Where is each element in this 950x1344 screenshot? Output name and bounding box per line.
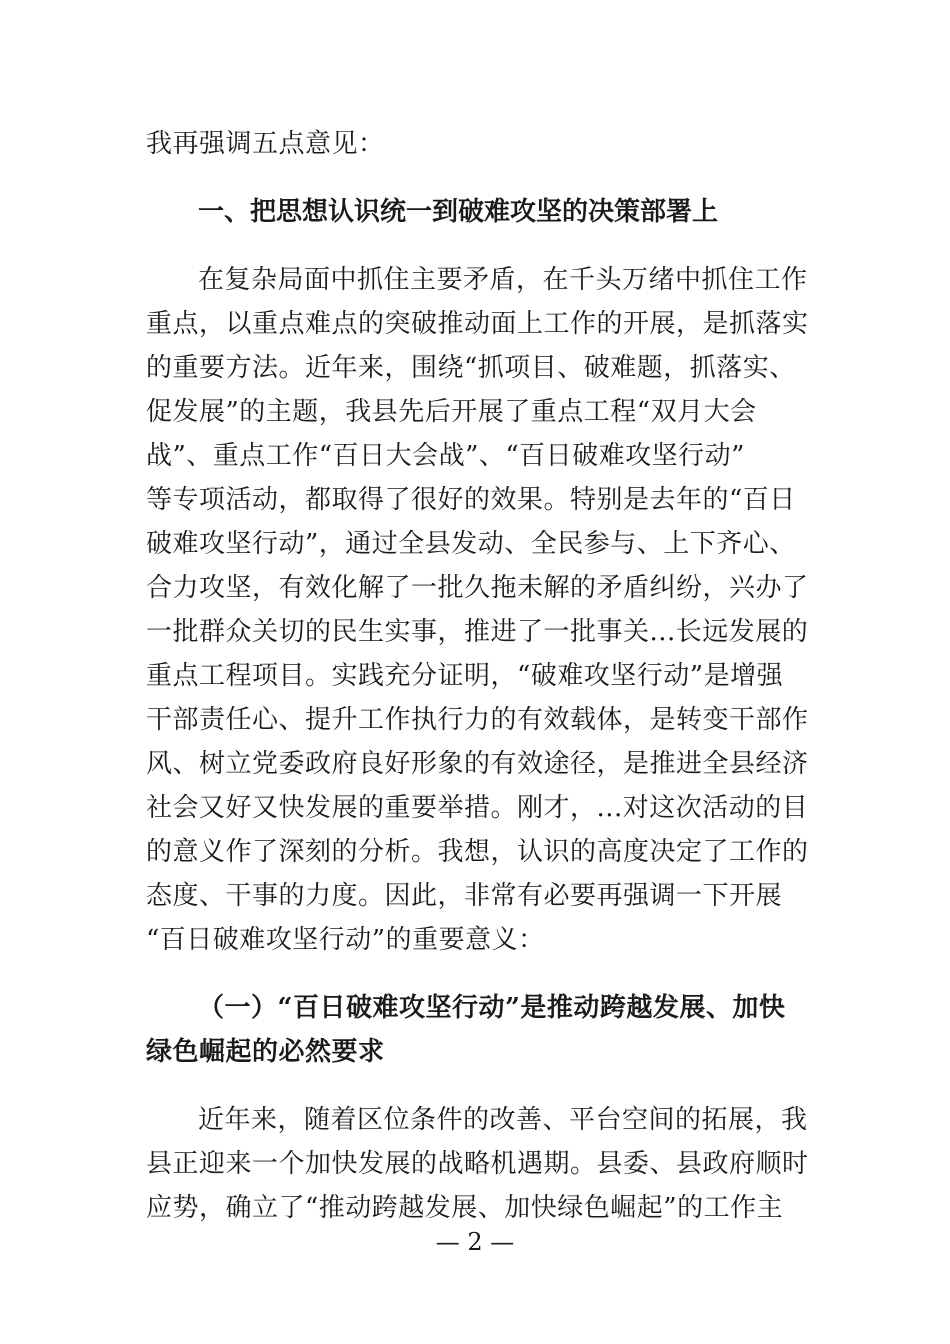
paragraph-1 bbox=[146, 258, 809, 962]
paragraph-line: 等专项活动，都取得了很好的效果。特别是去年的“百日 bbox=[146, 485, 796, 515]
subheading-line: 绿色崛起的必然要求 bbox=[146, 1037, 385, 1067]
document-body bbox=[146, 122, 809, 1254]
paragraph-line: 态度、干事的力度。因此，非常有必要再强调一下开展 bbox=[146, 881, 783, 911]
paragraph-line: 促发展”的主题，我县先后开展了重点工程“双月大会 bbox=[146, 397, 757, 427]
paragraph-line: 重点，以重点难点的突破推动面上工作的开展，是抓落实 bbox=[146, 309, 809, 339]
paragraph-line: 破难攻坚行动”，通过全县发动、全民参与、上下齐心、 bbox=[146, 529, 796, 559]
section-heading: 一、把思想认识统一到破难攻坚的决策部署上 bbox=[198, 197, 719, 227]
paragraph-line: 在复杂局面中抓住主要矛盾，在千头万绪中抓住工作 bbox=[198, 265, 808, 295]
paragraph-line: 社会又好又快发展的重要举措。刚才，...对这次活动的目 bbox=[146, 793, 809, 823]
paragraph-line: 的重要方法。近年来，围绕“抓项目、破难题，抓落实、 bbox=[146, 353, 796, 383]
paragraph-line: 的意义作了深刻的分析。我想，认识的高度决定了工作的 bbox=[146, 837, 809, 867]
subheading-line: （一）“百日破难攻坚行动”是推动跨越发展、加快 bbox=[198, 993, 786, 1023]
paragraph-line: 县正迎来一个加快发展的战略机遇期。县委、县政府顺时 bbox=[146, 1149, 809, 1179]
paragraph-line: 近年来，随着区位条件的改善、平台空间的拓展，我 bbox=[198, 1105, 808, 1135]
paragraph-line: “百日破难攻坚行动”的重要意义： bbox=[146, 925, 545, 955]
paragraph-line: 合力攻坚，有效化解了一批久拖未解的矛盾纠纷，兴办了 bbox=[146, 573, 809, 603]
paragraph-line: 风、树立党委政府良好形象的有效途径，是推进全县经济 bbox=[146, 749, 809, 779]
paragraph-line: 战”、重点工作“百日大会战”、“百日破难攻坚行动” bbox=[146, 441, 745, 471]
paragraph-line: 一批群众关切的民生实事，推进了一批事关...长远发展的 bbox=[146, 617, 809, 647]
paragraph-line: 重点工程项目。实践充分证明，“破难攻坚行动”是增强 bbox=[146, 661, 784, 691]
paragraph-line: 干部责任心、提升工作执行力的有效载体，是转变干部作 bbox=[146, 705, 809, 735]
page-number: — 2 — bbox=[435, 1228, 515, 1256]
paragraph-2 bbox=[146, 1098, 809, 1230]
subheading bbox=[146, 986, 806, 1074]
intro-line: 我再强调五点意见： bbox=[146, 129, 385, 159]
paragraph-line: 应势，确立了“推动跨越发展、加快绿色崛起”的工作主 bbox=[146, 1193, 784, 1223]
